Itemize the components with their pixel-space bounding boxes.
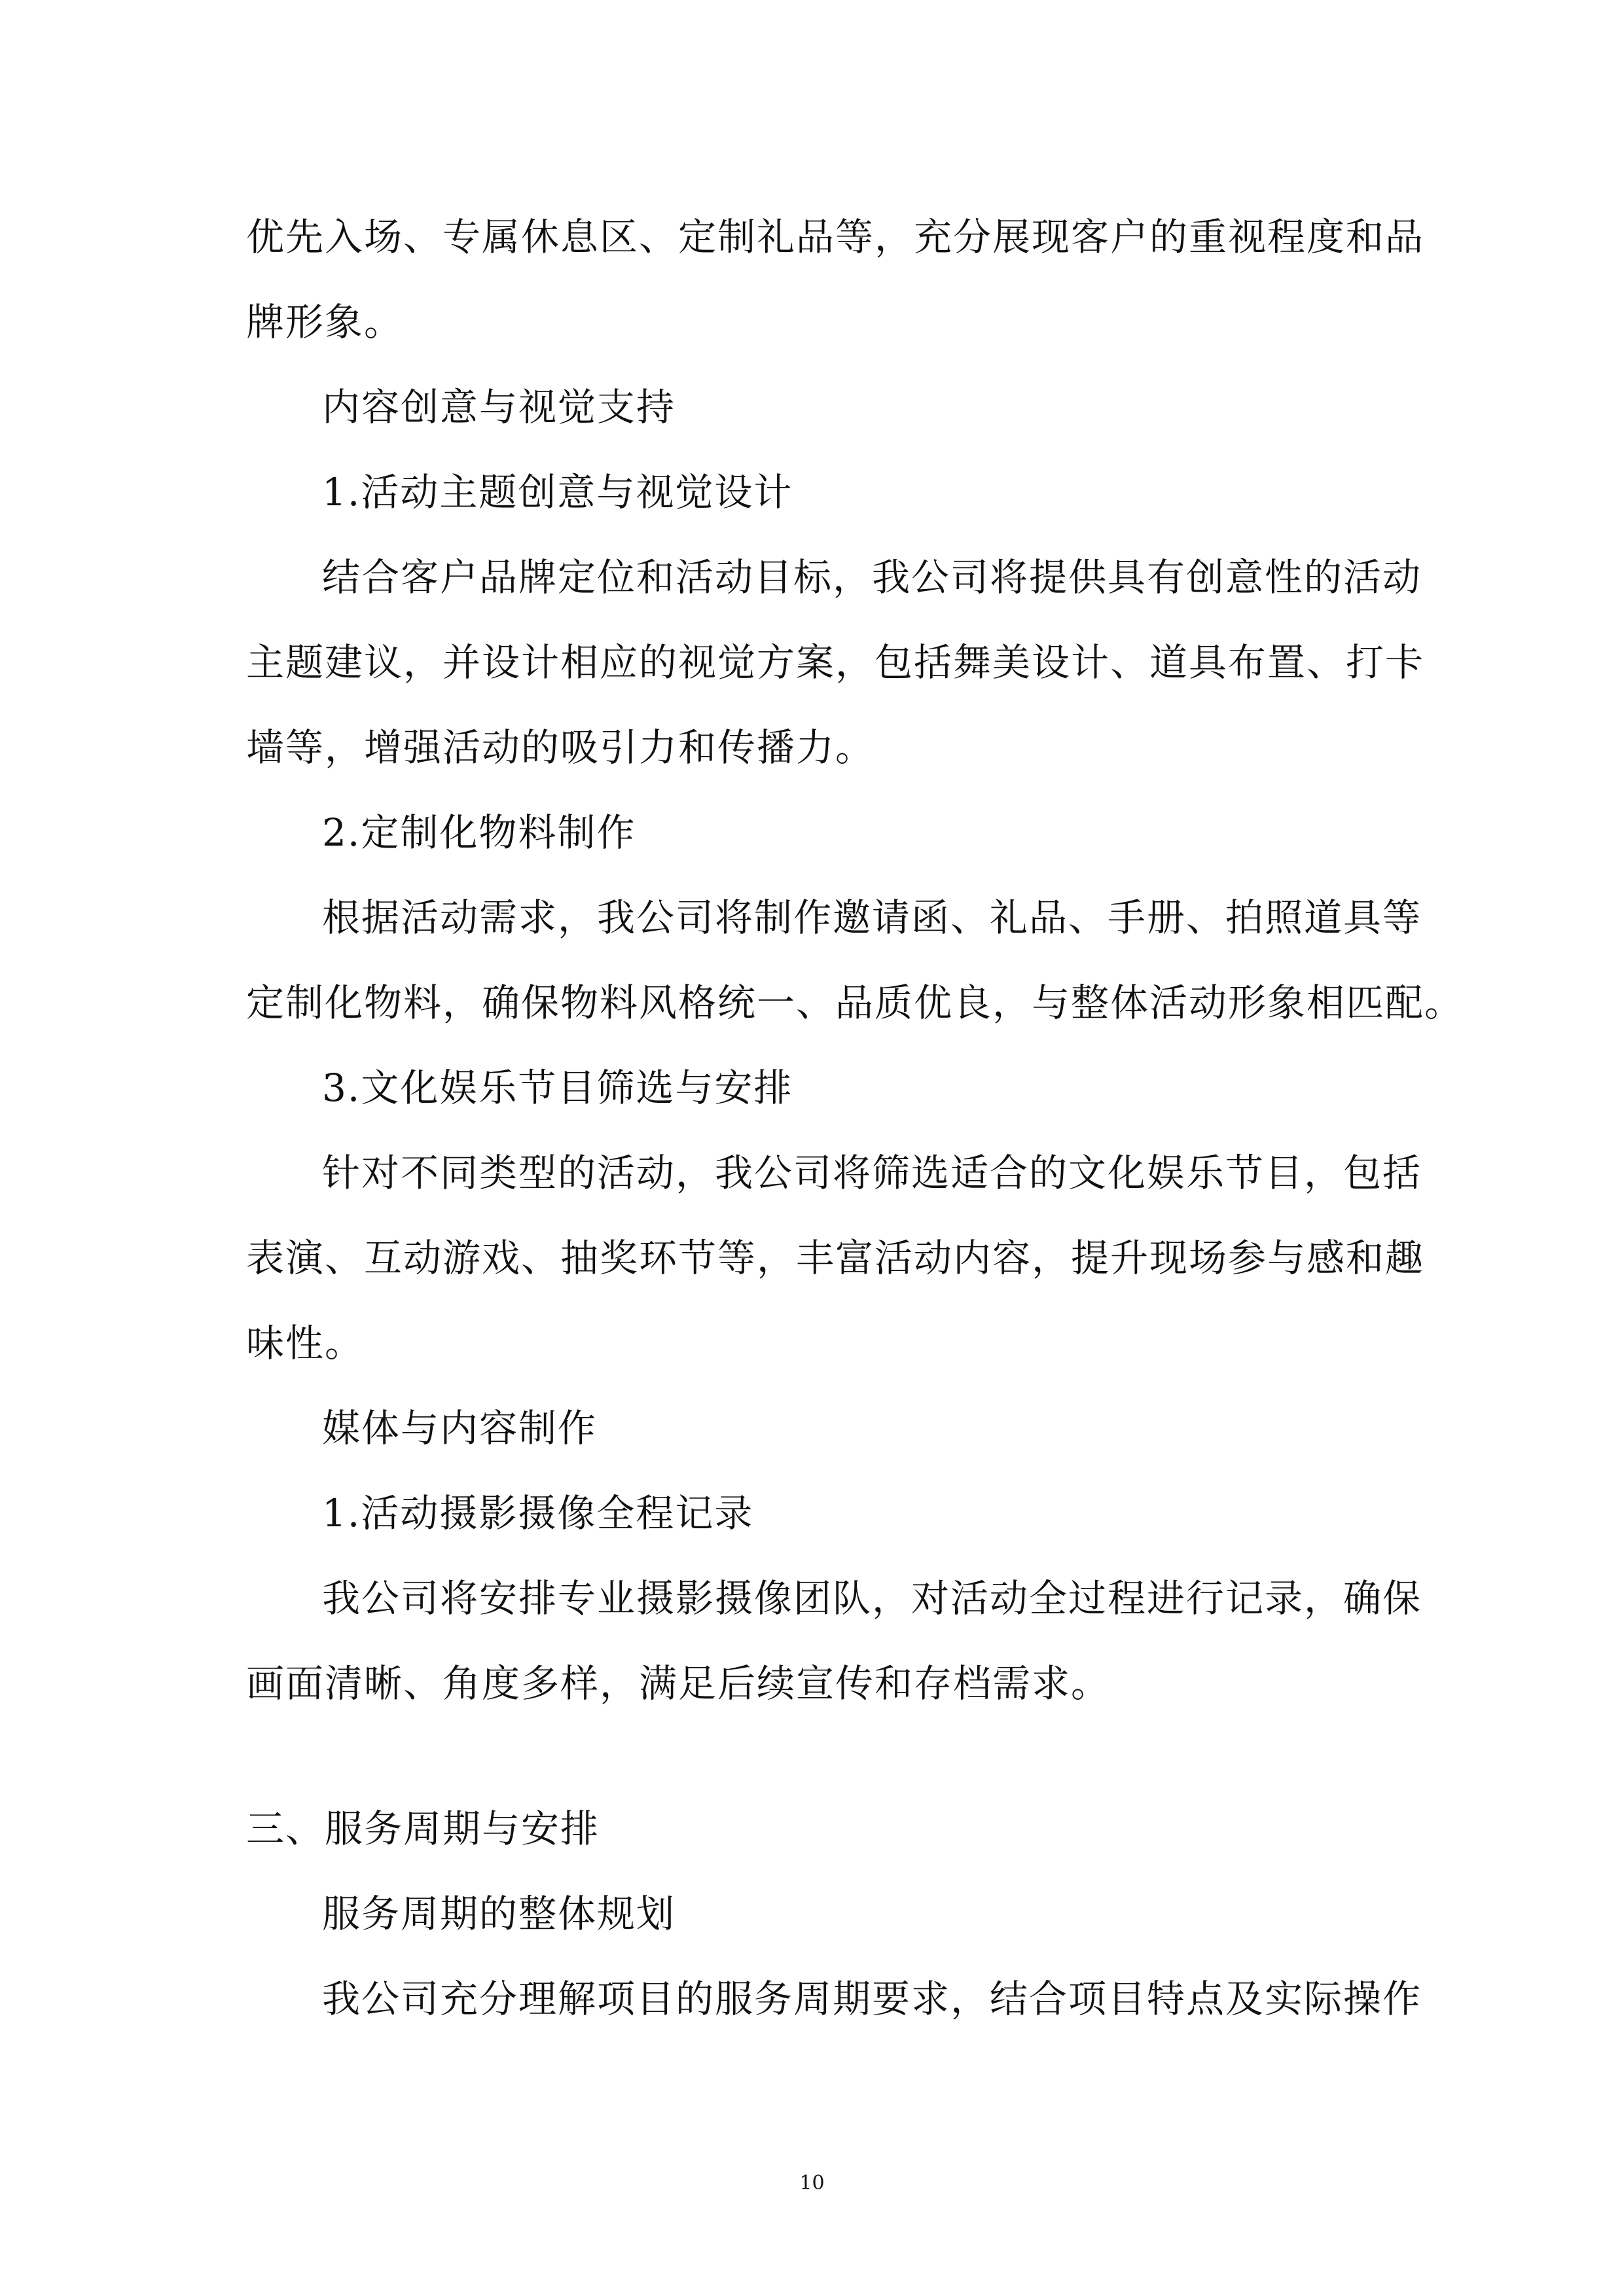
paragraph-line: 表演、互动游戏、抽奖环节等，丰富活动内容，提升现场参与感和趣 bbox=[246, 1236, 1425, 1280]
section-heading: 内容创意与视觉支持 bbox=[322, 385, 676, 429]
paragraph-line: 结合客户品牌定位和活动目标，我公司将提供具有创意性的活动 bbox=[322, 555, 1422, 600]
subsection-heading: 3.文化娱乐节目筛选与安排 bbox=[322, 1066, 793, 1110]
paragraph-line: 牌形象。 bbox=[246, 300, 404, 344]
paragraph-line: 针对不同类型的活动，我公司将筛选适合的文化娱乐节目，包括 bbox=[322, 1151, 1422, 1195]
paragraph-line: 我公司将安排专业摄影摄像团队，对活动全过程进行记录，确保 bbox=[322, 1576, 1422, 1621]
paragraph-line: 我公司充分理解项目的服务周期要求，结合项目特点及实际操作 bbox=[322, 1977, 1422, 2021]
paragraph-line: 墙等，增强活动的吸引力和传播力。 bbox=[246, 725, 875, 770]
page-number: 10 bbox=[799, 2172, 825, 2195]
paragraph-line: 定制化物料，确保物料风格统一、品质优良，与整体活动形象相匹配。 bbox=[246, 980, 1464, 1025]
paragraph-line: 画面清晰、角度多样，满足后续宣传和存档需求。 bbox=[246, 1661, 1111, 1706]
paragraph-line: 根据活动需求，我公司将制作邀请函、礼品、手册、拍照道具等 bbox=[322, 895, 1422, 940]
subsection-heading: 1.活动主题创意与视觉设计 bbox=[322, 470, 793, 514]
paragraph-line: 味性。 bbox=[246, 1321, 365, 1365]
chapter-heading: 三、服务周期与安排 bbox=[246, 1806, 600, 1851]
section-heading: 服务周期的整体规划 bbox=[322, 1892, 676, 1936]
subsection-heading: 1.活动摄影摄像全程记录 bbox=[322, 1491, 754, 1535]
section-heading: 媒体与内容制作 bbox=[322, 1406, 598, 1450]
paragraph-line: 主题建议，并设计相应的视觉方案，包括舞美设计、道具布置、打卡 bbox=[246, 640, 1425, 685]
subsection-heading: 2.定制化物料制作 bbox=[322, 810, 636, 855]
paragraph-line: 优先入场、专属休息区、定制礼品等，充分展现客户的重视程度和品 bbox=[246, 215, 1425, 259]
